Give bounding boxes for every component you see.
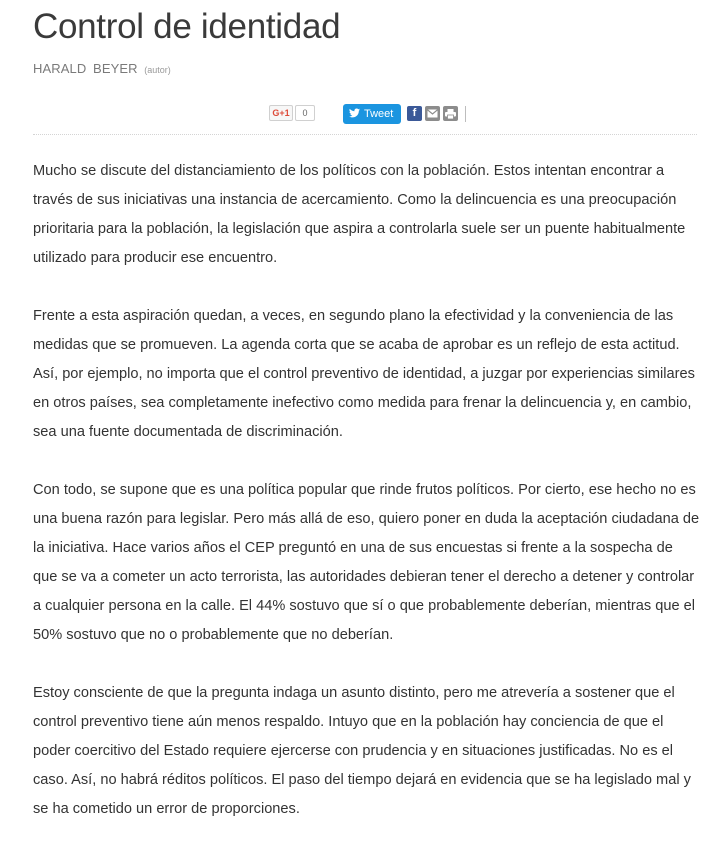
author-name[interactable]: HARALD BEYER — [33, 61, 138, 76]
text-line: a cualquier persona en la calle. El 44% sostuvo que sí o que probablemente deberían, mientras que el — [33, 598, 696, 614]
share-divider — [465, 106, 466, 122]
text-line: utilizado para producir ese encuentro. — [33, 250, 278, 266]
facebook-icon: f — [412, 107, 417, 119]
text-line: una buena razón para legislar. Pero más allá de eso, quiero poner en duda la aceptación ciudadana de — [33, 511, 700, 527]
text-line: Mucho se discute del distanciamiento de los políticos con la población. Estos intentan encontrar a — [33, 163, 665, 179]
tweet-button[interactable] — [343, 104, 401, 124]
text-line: se ha cometido un error de proporciones. — [33, 801, 300, 817]
text-line: Estoy consciente de que la pregunta indaga un asunto distinto, pero me atrevería a sostener que el — [33, 685, 675, 701]
print-icon — [445, 109, 456, 119]
gplus-count: 0 — [295, 105, 315, 121]
text-line: la iniciativa. Hace varios años el CEP preguntó en una de sus encuestas si frente a la sospecha de — [33, 540, 673, 556]
print-button[interactable] — [443, 106, 458, 121]
paragraph — [33, 302, 697, 447]
text-line: través de sus iniciativas una instancia de acercamiento. Como la delincuencia es una preocupación — [33, 192, 677, 208]
text-line: Frente a esta aspiración quedan, a veces, en segundo plano la efectividad y la conveniencia de las — [33, 308, 674, 324]
text-line: Con todo, se supone que es una política popular que rinde frutos políticos. Por cierto, ese hecho no es — [33, 482, 696, 498]
email-share-button[interactable] — [425, 106, 440, 121]
author-role: (autor) — [144, 65, 171, 75]
paragraph — [33, 679, 697, 824]
text-line: Así, por ejemplo, no importa que el control preventivo de identidad, a juzgar por experiencias similares — [33, 366, 695, 382]
article-body — [33, 157, 700, 853]
text-line: medidas que se promueven. La agenda corta que se acaba de aprobar es un reflejo de esta actitud. — [33, 337, 680, 353]
text-line: 50% sostuvo que no o probablemente que no deberían. — [33, 627, 394, 643]
header-divider — [33, 134, 697, 135]
text-line: prioritaria para la población, la legislación que aspira a controlarla suele ser un puente habitualmente — [33, 221, 686, 237]
paragraph — [33, 476, 700, 650]
text-line: control preventivo tiene aún menos respaldo. Intuyo que en la población hay conciencia de que el — [33, 714, 664, 730]
mail-icon — [427, 109, 438, 118]
text-line: sea una fuente documentada de discriminación. — [33, 424, 343, 440]
tweet-label: Tweet — [364, 108, 394, 120]
text-line: en otros países, sea completamente inefectivo como medida para frenar la delincuencia y, en cambio, — [33, 395, 692, 411]
page-title: Control de identidad — [33, 7, 341, 46]
text-line: poder coercitivo del Estado requiere ejercerse con prudencia y en situaciones justificadas. No es el — [33, 743, 674, 759]
gplus-button[interactable]: G+1 — [269, 105, 293, 121]
byline — [33, 61, 171, 76]
paragraph — [33, 157, 697, 273]
twitter-bird-icon — [349, 108, 360, 118]
facebook-share-button[interactable] — [407, 106, 422, 121]
text-line: caso. Así, no habrá réditos políticos. El paso del tiempo dejará en evidencia que se ha legislado mal y — [33, 772, 691, 788]
text-line: que se va a cometer un acto terrorista, las autoridades debieran tener el derecho a detener y controlar — [33, 569, 695, 585]
